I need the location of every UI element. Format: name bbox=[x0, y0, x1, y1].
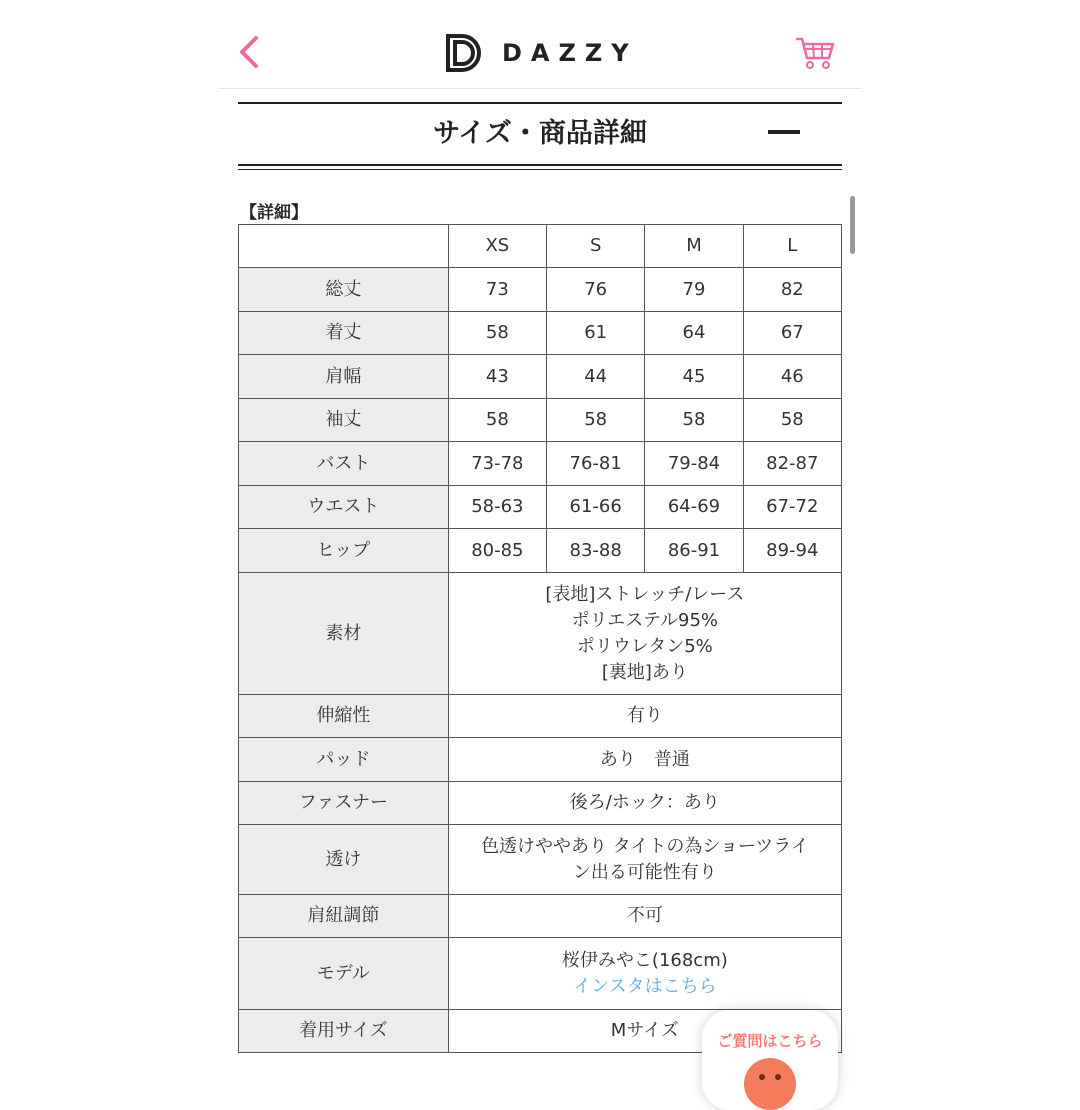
table-cell: 79 bbox=[645, 268, 743, 312]
face-eye bbox=[775, 1074, 781, 1080]
table-row bbox=[239, 442, 842, 486]
table-cell: 79-84 bbox=[645, 442, 743, 486]
brand-logo[interactable] bbox=[444, 32, 638, 74]
row-label: バスト bbox=[239, 442, 449, 486]
table-row bbox=[239, 268, 842, 312]
table-row bbox=[239, 529, 842, 573]
table-cell: 76-81 bbox=[547, 442, 645, 486]
table-cell: 86-91 bbox=[645, 529, 743, 573]
table-cell: 89-94 bbox=[743, 529, 841, 573]
detail-label: 【詳細】 bbox=[240, 203, 308, 223]
collapse-button[interactable] bbox=[768, 130, 800, 134]
table-row bbox=[239, 312, 842, 355]
help-button[interactable] bbox=[702, 1010, 838, 1110]
value-line: ン出る可能性有り bbox=[572, 861, 717, 883]
table-cell: 67-72 bbox=[743, 486, 841, 529]
table-cell: 73 bbox=[448, 268, 546, 312]
row-label: ファスナー bbox=[239, 782, 449, 825]
table-cell: 61-66 bbox=[547, 486, 645, 529]
face-eye bbox=[759, 1074, 765, 1080]
table-row-model bbox=[239, 938, 842, 1010]
cart-icon bbox=[794, 34, 836, 70]
table-row bbox=[239, 895, 842, 938]
table-cell: 58 bbox=[547, 399, 645, 442]
row-label: ウエスト bbox=[239, 486, 449, 529]
table-cell: 58-63 bbox=[448, 486, 546, 529]
table-row bbox=[239, 738, 842, 782]
table-row bbox=[239, 355, 842, 399]
table-cell: 45 bbox=[645, 355, 743, 399]
table-cell: 後ろ/ホック：あり bbox=[448, 782, 841, 825]
table-cell: 76 bbox=[547, 268, 645, 312]
table-cell: 64 bbox=[645, 312, 743, 355]
table-cell: Mサイズ bbox=[448, 1010, 841, 1053]
row-label: 肩紐調節 bbox=[239, 895, 449, 938]
size-header: M bbox=[645, 225, 743, 268]
app-frame bbox=[218, 0, 862, 1080]
table-cell: 不可 bbox=[448, 895, 841, 938]
section-divider-bottom bbox=[238, 164, 842, 166]
table-cell: 83-88 bbox=[547, 529, 645, 573]
help-label: ご質問はこちら bbox=[717, 1032, 823, 1050]
table-header-row bbox=[239, 225, 842, 268]
table-cell: 58 bbox=[743, 399, 841, 442]
row-label: 伸縮性 bbox=[239, 695, 449, 738]
size-header: S bbox=[547, 225, 645, 268]
row-label: パッド bbox=[239, 738, 449, 782]
row-label: モデル bbox=[239, 938, 449, 1010]
row-label: 着用サイズ bbox=[239, 1010, 449, 1053]
table-cell: 64-69 bbox=[645, 486, 743, 529]
table-cell: 67 bbox=[743, 312, 841, 355]
table-cell: 58 bbox=[645, 399, 743, 442]
table-cell: 43 bbox=[448, 355, 546, 399]
table-row bbox=[239, 399, 842, 442]
size-header: L bbox=[743, 225, 841, 268]
table-cell: あり 普通 bbox=[448, 738, 841, 782]
scrollbar-thumb[interactable] bbox=[850, 196, 855, 254]
instagram-link[interactable]: インスタはこちら bbox=[573, 975, 717, 997]
smiley-face-icon bbox=[744, 1058, 796, 1110]
size-table bbox=[238, 224, 842, 1053]
row-label: 肩幅 bbox=[239, 355, 449, 399]
size-header: XS bbox=[448, 225, 546, 268]
material-cell bbox=[448, 573, 841, 695]
row-label: 素材 bbox=[239, 573, 449, 695]
row-label: 着丈 bbox=[239, 312, 449, 355]
table-cell: 73-78 bbox=[448, 442, 546, 486]
table-row-material bbox=[239, 573, 842, 695]
back-button[interactable] bbox=[228, 30, 268, 74]
row-label: 袖丈 bbox=[239, 399, 449, 442]
table-cell: 58 bbox=[448, 399, 546, 442]
row-label: 総丈 bbox=[239, 268, 449, 312]
table-row bbox=[239, 695, 842, 738]
table-cell: 82-87 bbox=[743, 442, 841, 486]
material-line: [裏地]あり bbox=[601, 661, 688, 683]
table-row bbox=[239, 825, 842, 895]
model-name: 桜伊みやこ(168cm) bbox=[561, 949, 728, 971]
header-divider bbox=[218, 88, 862, 89]
logo-mark-icon bbox=[444, 32, 486, 74]
table-corner-cell bbox=[239, 225, 449, 268]
section-divider-bottom-thin bbox=[238, 169, 842, 170]
material-line: [表地]ストレッチ/レース bbox=[545, 583, 745, 605]
table-cell: 44 bbox=[547, 355, 645, 399]
model-cell bbox=[448, 938, 841, 1010]
table-cell: 61 bbox=[547, 312, 645, 355]
section-divider-top bbox=[238, 102, 842, 104]
table-row bbox=[239, 486, 842, 529]
value-line: 色透けややあり タイトの為ショーツライ bbox=[480, 835, 809, 857]
section-title: サイズ・商品詳細 bbox=[433, 118, 647, 149]
material-line: ポリウレタン5% bbox=[576, 635, 713, 657]
table-cell bbox=[448, 825, 841, 895]
cart-button[interactable] bbox=[794, 34, 836, 70]
table-cell: 46 bbox=[743, 355, 841, 399]
table-cell: 有り bbox=[448, 695, 841, 738]
table-row bbox=[239, 782, 842, 825]
table-cell: 82 bbox=[743, 268, 841, 312]
chevron-left-icon bbox=[228, 30, 268, 74]
brand-name: DAZZY bbox=[502, 39, 638, 67]
row-label: ヒップ bbox=[239, 529, 449, 573]
table-cell: 58 bbox=[448, 312, 546, 355]
table-cell: 80-85 bbox=[448, 529, 546, 573]
material-line: ポリエステル95% bbox=[571, 609, 719, 631]
row-label: 透け bbox=[239, 825, 449, 895]
